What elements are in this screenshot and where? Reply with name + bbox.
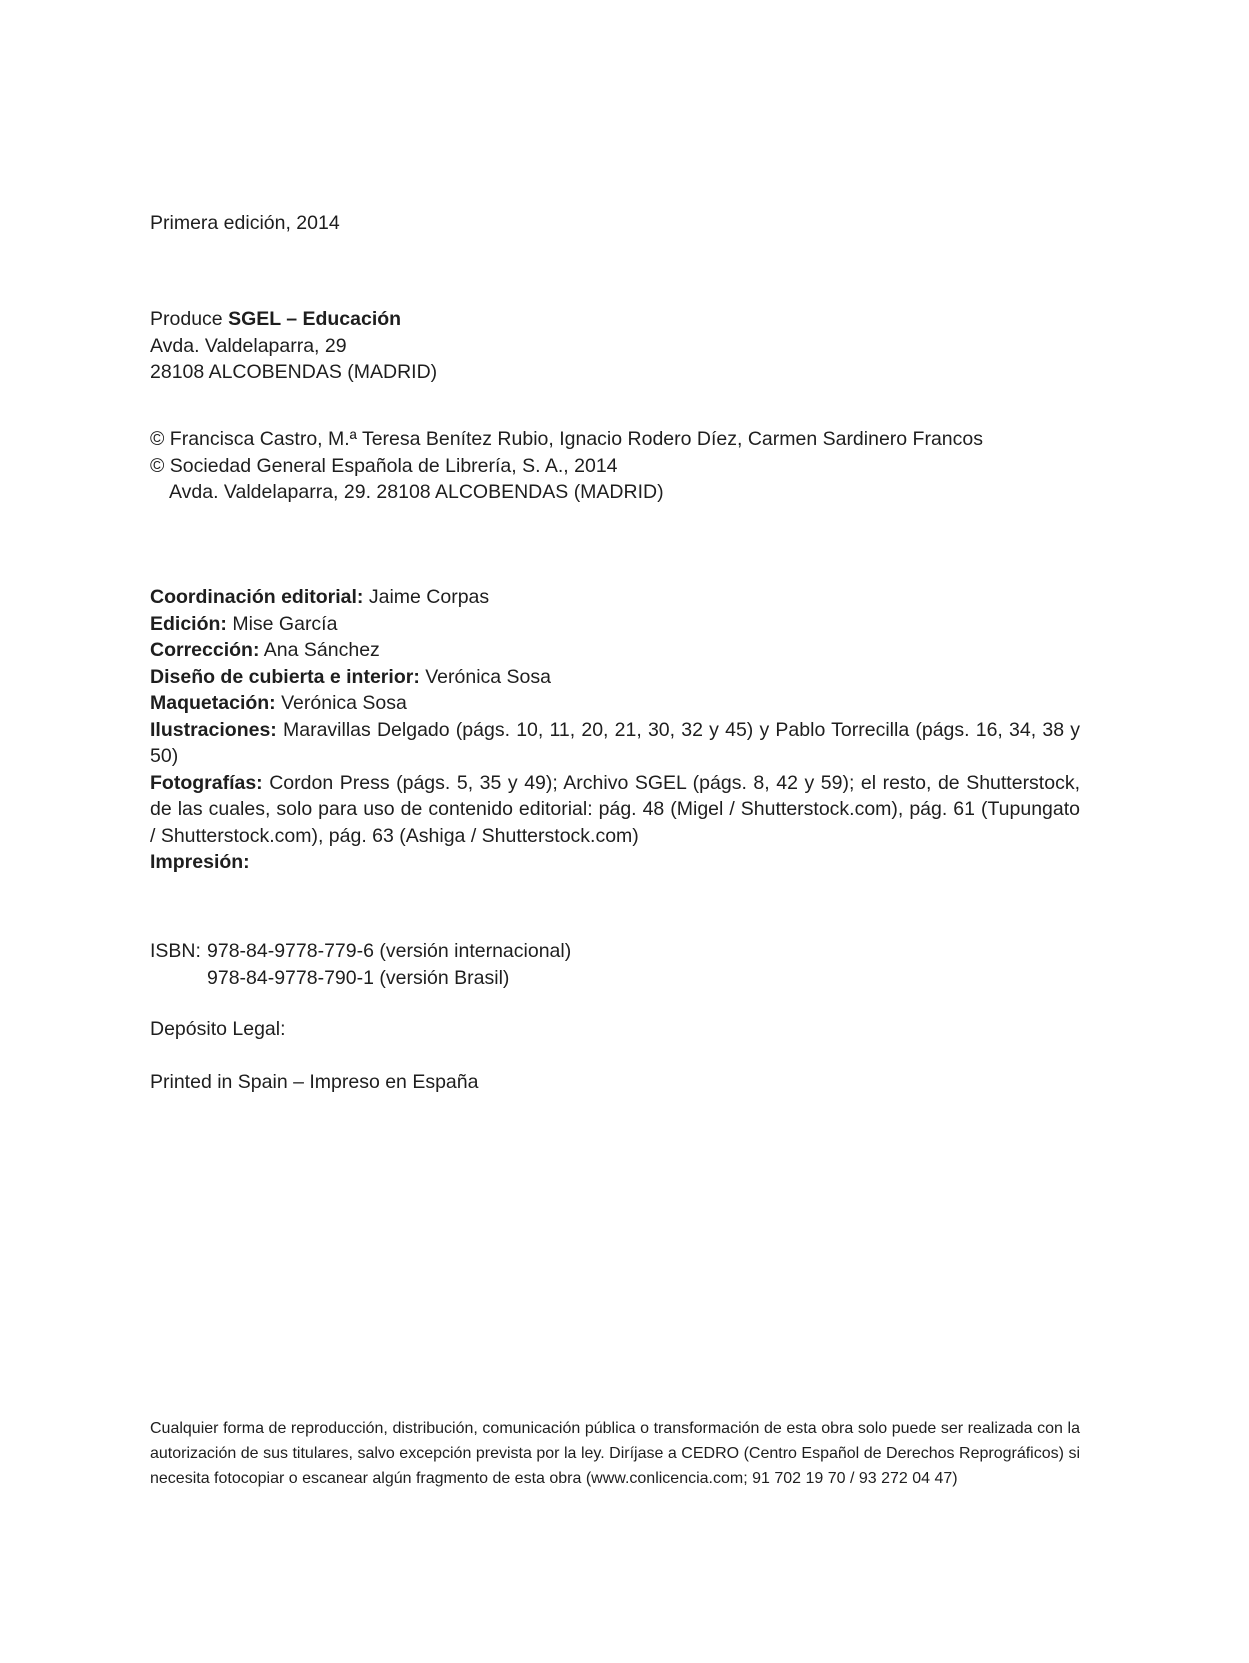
producer-address-line1: Avda. Valdelaparra, 29 — [150, 334, 347, 357]
credit-label: Ilustraciones: — [150, 718, 277, 741]
credit-coordination — [150, 584, 1080, 611]
printed-in-section — [150, 1069, 1080, 1096]
credit-label: Edición: — [150, 612, 227, 635]
credit-layout — [150, 690, 1080, 717]
copyright-publisher-address: Avda. Valdelaparra, 29. 28108 ALCOBENDAS (MADRID) — [169, 481, 664, 503]
credit-value: Ana Sánchez — [259, 639, 380, 661]
copyright-authors: © Francisca Castro, M.ª Teresa Benítez Rubio, Ignacio Rodero Díez, Carmen Sardinero Francos — [150, 428, 983, 450]
copyright-publisher: © Sociedad General Española de Librería, S. A., 2014 — [150, 454, 618, 477]
isbn-section — [150, 938, 1080, 991]
producer-line — [150, 306, 1080, 333]
credit-photos — [150, 770, 1080, 850]
credit-value: Mise García — [226, 612, 338, 635]
printed-in-line: Printed in Spain – Impreso en España — [150, 1071, 479, 1093]
isbn-brasil: 978-84-9778-790-1 (versión Brasil) — [207, 966, 510, 989]
credit-label: Coordinación editorial: — [150, 586, 364, 608]
legal-deposit-line: Depósito Legal: — [150, 1018, 286, 1040]
isbn-international: 978-84-9778-779-6 (versión internacional) — [207, 940, 572, 962]
isbn-label: ISBN: — [150, 940, 201, 962]
producer-prefix: Produce — [150, 308, 229, 330]
isbn-row — [150, 938, 1080, 965]
credit-label: Diseño de cubierta e interior: — [150, 665, 420, 688]
credit-correction — [150, 637, 1080, 664]
credit-label: Maquetación: — [150, 692, 276, 714]
credit-design — [150, 664, 1080, 691]
credits-section — [150, 584, 1080, 876]
credit-label: Fotografías: — [150, 771, 263, 794]
producer-address-line2: 28108 ALCOBENDAS (MADRID) — [150, 361, 438, 383]
credit-value: Maravillas Delgado (págs. 10, 11, 20, 21, 30, 32 y 45) y Pablo Torrecilla (págs. 16, 34, 38 y 50) — [150, 718, 1080, 767]
credit-value: Cordon Press (págs. 5, 35 y 49); Archivo SGEL (págs. 8, 42 y 59); el resto, de Shutterstock, de las cuales, solo para uso de contenido editorial: pág. 48 (Migel / Shutterstock.com), pág. 61 (Tupungato / Shutterstock.com), pág. 63 (Ashiga / Shutterstock.com) — [150, 771, 1080, 847]
credit-value: Jaime Corpas — [363, 586, 490, 608]
credit-edition — [150, 611, 1080, 638]
copyright-section — [150, 426, 1080, 506]
credit-value: Verónica Sosa — [275, 692, 407, 714]
credit-label: Impresión: — [150, 851, 250, 873]
edition-section — [150, 210, 1080, 237]
producer-section — [150, 306, 1080, 386]
legal-notice: Cualquier forma de reproducción, distribución, comunicación pública o transformación de esta obra solo puede ser realizada con la autorización de sus titulares, salvo excepción prevista por la ley. Diríjase a CEDRO (Centro Español de Derechos Reprográficos) si necesita fotocopiar o escanear algún fragmento de esta obra (www.conlicencia.com; 91 702 19 70 / 93 272 04 47) — [150, 1420, 1080, 1487]
credit-printing — [150, 849, 1080, 876]
edition-line: Primera edición, 2014 — [150, 212, 340, 234]
producer-name: SGEL – Educación — [228, 308, 402, 330]
legal-deposit-section — [150, 1016, 1080, 1043]
credit-value: Verónica Sosa — [419, 665, 551, 688]
credit-label: Corrección: — [150, 639, 260, 661]
credit-illustrations — [150, 717, 1080, 770]
